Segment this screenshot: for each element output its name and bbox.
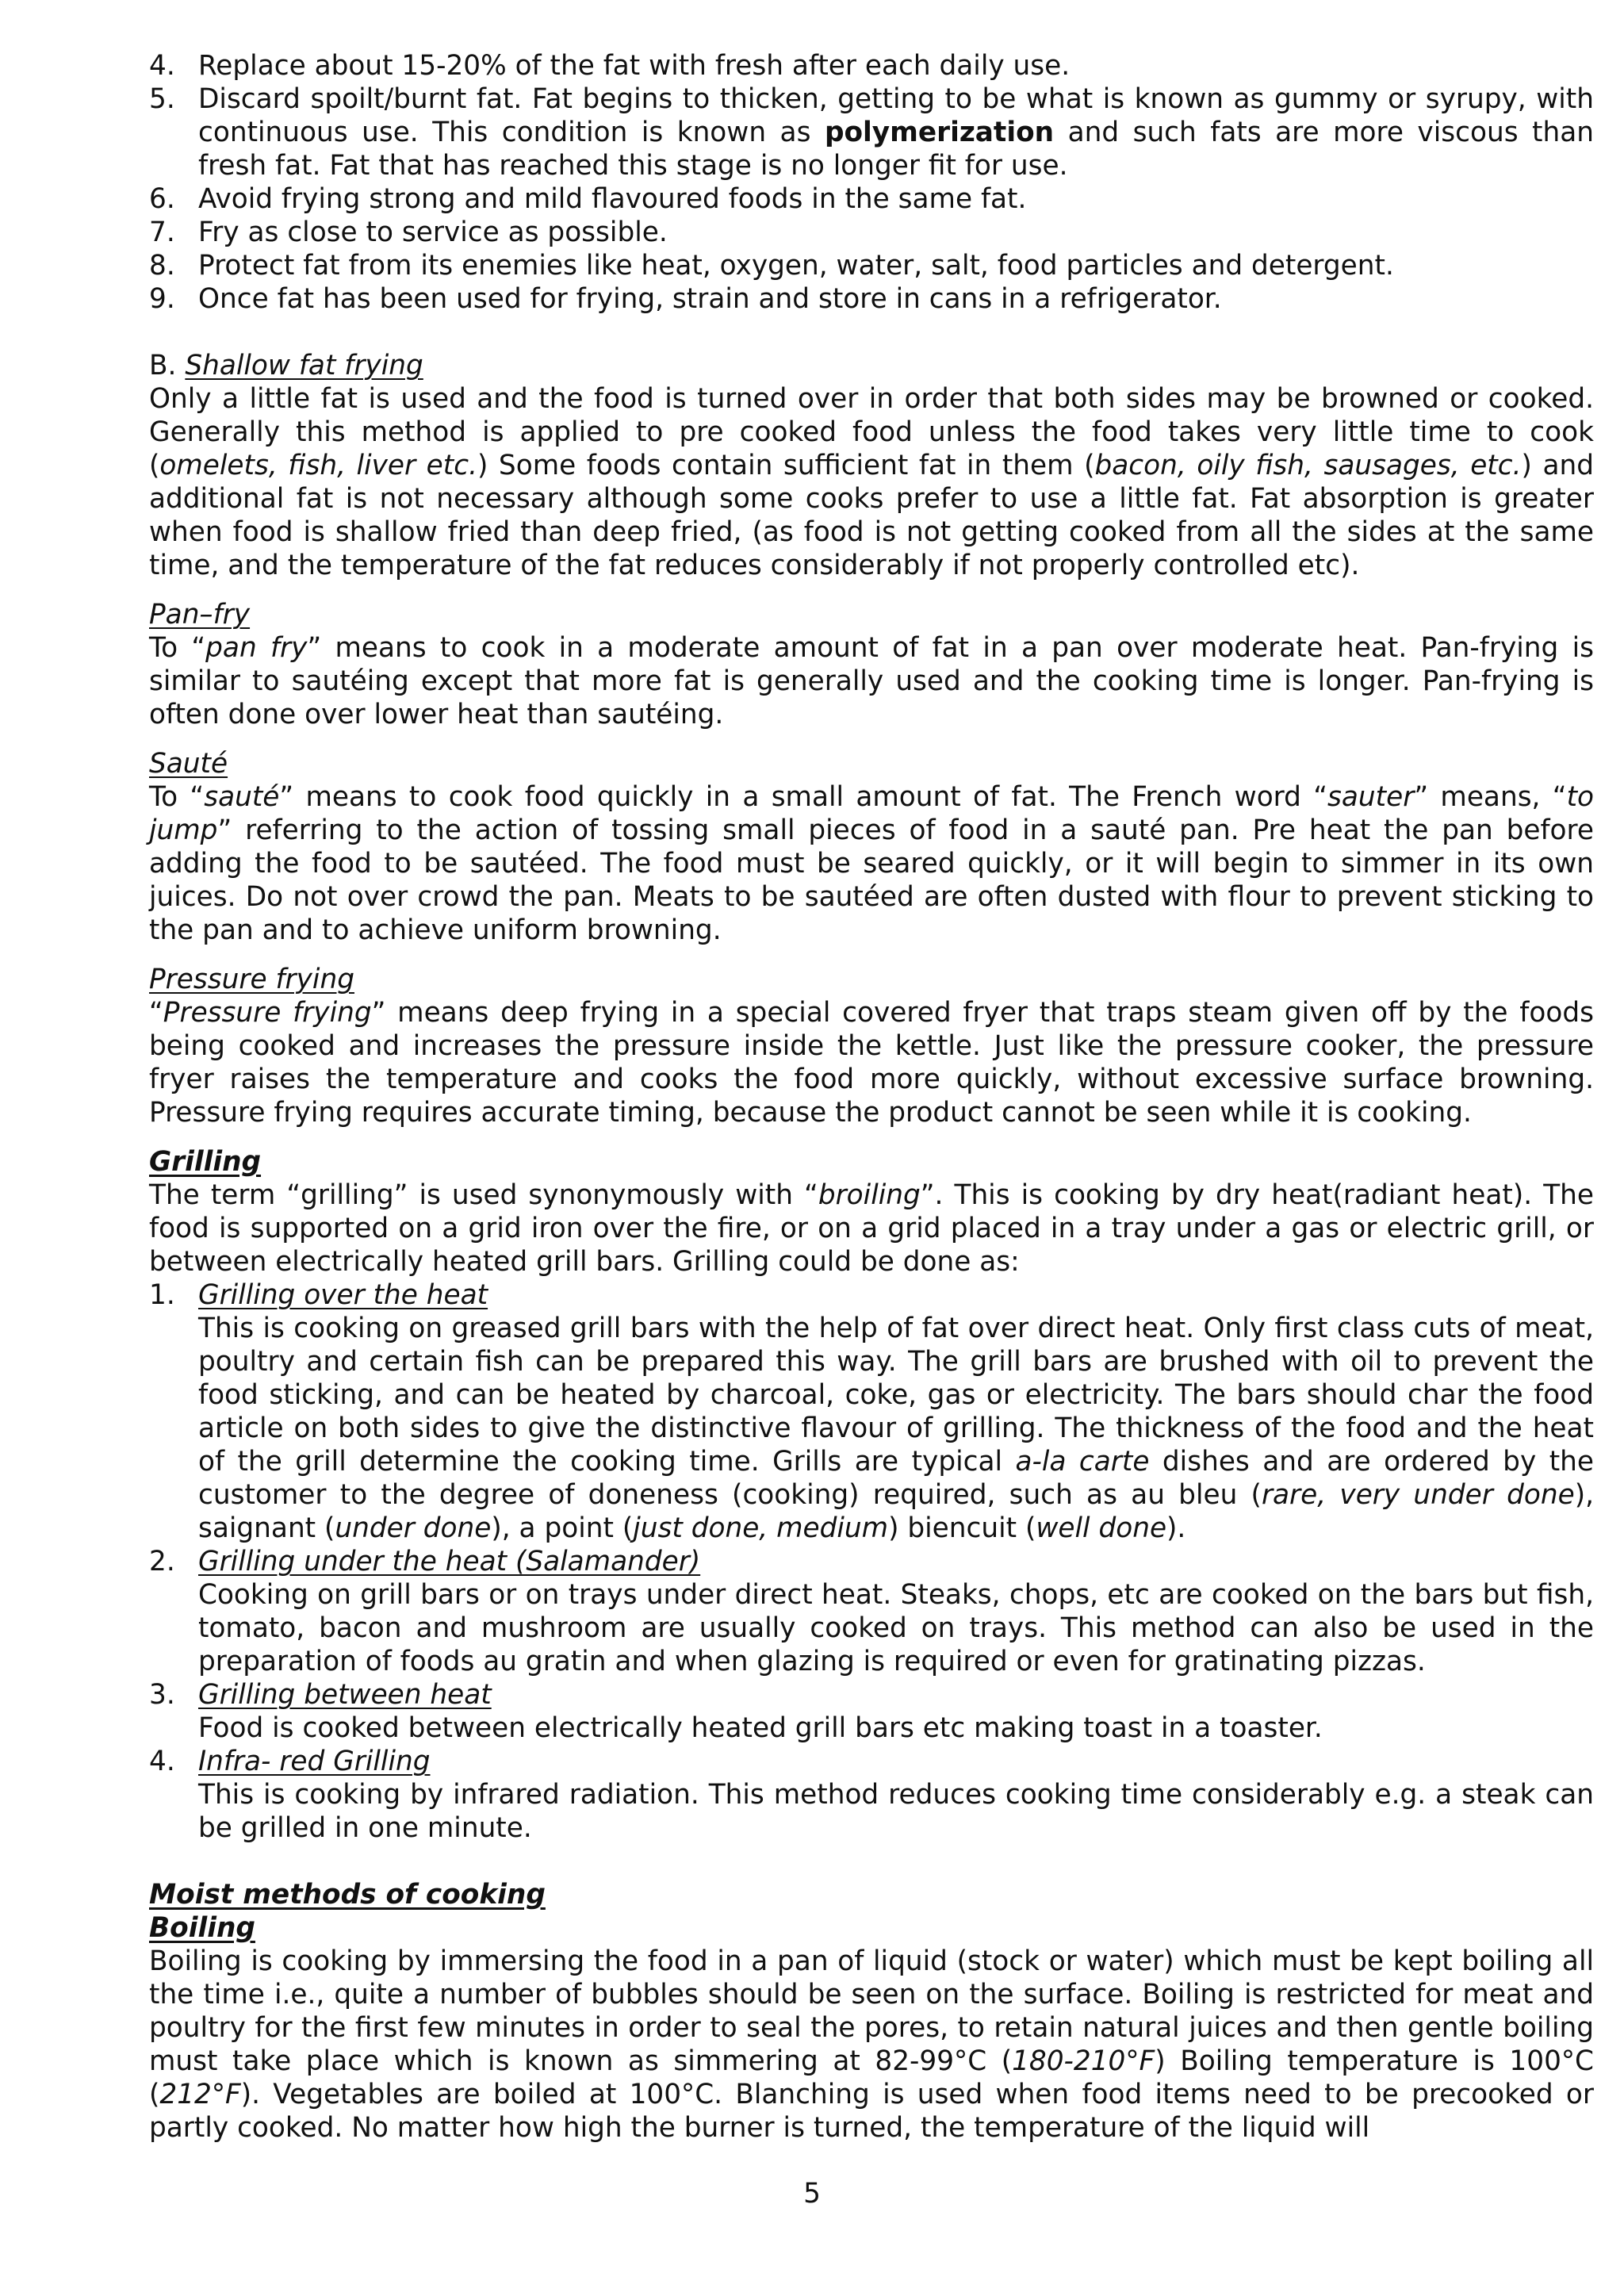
shallow-fat-frying-heading: B. Shallow fat frying <box>149 350 423 381</box>
grilling-paragraph: The term “grilling” is used synonymously with “broiling”. This is cooking by dry heat(radiant heat). The food is supported on a grid iron over the fire, or on a grid placed in a tray under a gas or electric grill, or between electrically heated grill bars. Grilling could be done as: <box>149 1179 1594 1278</box>
grilling-heading: Grilling <box>149 1146 262 1178</box>
list-item: 8. Protect fat from its enemies like heat, oxygen, water, salt, food particles and detergent. <box>149 250 1394 282</box>
list-item: 6. Avoid frying strong and mild flavoured foods in the same fat. <box>149 183 1027 215</box>
grilling-methods-list <box>149 1278 1594 1845</box>
document-page <box>149 49 1594 2145</box>
saute-paragraph: To “sauté” means to cook food quickly in a small amount of fat. The French word “sauter” means, “to jump” referring to the action of tossing small pieces of food in a sauté pan. Pre heat the pan before adding the food to be sautéed. The food must be seared quickly, or it will begin to simmer in its own juices. Do not over crowd the pan. Meats to be sautéed are often dusted with flour to prevent sticking to the pan and to achieve uniform browning. <box>149 781 1594 946</box>
shallow-fat-frying-paragraph: Only a little fat is used and the food is turned over in order that both sides may be browned or cooked. Generally this method is applied to pre cooked food unless the food takes very little time to cook (omelets, fish, liver etc.) Some foods contain sufficient fat in them (bacon, oily fish, sausages, etc.) and additional fat is not necessary although some cooks prefer to use a little fat. Fat absorption is greater when food is shallow fried than deep fried, (as food is not getting cooked from all the sides at the same time, and the temperature of the fat reduces considerably if not properly controlled etc). <box>149 383 1594 581</box>
list-item: 5. Discard spoilt/burnt fat. Fat begins to thicken, getting to be what is known as gummy or syrupy, with continuous use. This condition is known as polymerization and such fats are more viscous than fresh fat. Fat that has reached this stage is no longer fit for use. <box>149 83 1594 182</box>
list-item: 4. Replace about 15-20% of the fat with fresh after each daily use. <box>149 50 1071 82</box>
grilling-over-heat-title: Grilling over the heat <box>198 1279 488 1311</box>
boiling-heading: Boiling <box>149 1912 255 1944</box>
infra-red-grilling-text: This is cooking by infrared radiation. This method reduces cooking time considerably e.g. a steak can be grilled in one minute. <box>198 1779 1594 1844</box>
list-item: 1. Grilling over the heat This is cooking on greased grill bars with the help of fat over direct heat. Only first class cuts of meat, poultry and certain fish can be prepared this way. The grill bars are brushed with oil to prevent the food sticking, and can be heated by charcoal, coke, gas or electricity. The bars should char the food article on both sides to give the distinctive flavour of grilling. The thickness of the food and the heat of the grill determine the cooking time. Grills are typical a-la carte dishes and are ordered by the customer to the degree of doneness (cooking) required, such as au bleu (rare, very under done), saignant (under done), a point (just done, medium) biencuit (well done). <box>149 1279 1594 1544</box>
list-item: 7. Fry as close to service as possible. <box>149 217 668 248</box>
grilling-between-heat-text: Food is cooked between electrically heated grill bars etc making toast in a toaster. <box>198 1712 1323 1744</box>
saute-heading: Sauté <box>149 748 228 780</box>
pan-fry-heading: Pan–fry <box>149 599 251 631</box>
polymerization-term: polymerization <box>824 117 1055 148</box>
page-number: 5 <box>803 2178 821 2210</box>
list-item: 2. Grilling under the heat (Salamander) Cooking on grill bars or on trays under direct heat. Steaks, chops, etc are cooked on the bars but fish, tomato, bacon and mushroom are usually cooked on trays. This method can also be used in the preparation of foods au gratin and when glazing is required or even for gratinating pizzas. <box>149 1546 1594 1677</box>
grilling-under-heat-text: Cooking on grill bars or on trays under direct heat. Steaks, chops, etc are cooked on the bars but fish, tomato, bacon and mushroom are usually cooked on trays. This method can also be used in the preparation of foods au gratin and when glazing is required or even for gratinating pizzas. <box>198 1579 1594 1677</box>
list-item: 4. Infra- red Grilling This is cooking by infrared radiation. This method reduces cooking time considerably e.g. a steak can be grilled in one minute. <box>149 1746 1594 1844</box>
list-item: 3. Grilling between heat Food is cooked between electrically heated grill bars etc making toast in a toaster. <box>149 1678 1594 1745</box>
pressure-frying-heading: Pressure frying <box>149 964 354 995</box>
grilling-between-heat-title: Grilling between heat <box>198 1679 492 1711</box>
pressure-frying-paragraph: “Pressure frying” means deep frying in a special covered fryer that traps steam given off by the foods being cooked and increases the pressure inside the kettle. Just like the pressure cooker, the pressure fryer raises the temperature and cooks the food more quickly, without excessive surface browning. Pressure frying requires accurate timing, because the product cannot be seen while it is cooking. <box>149 997 1594 1129</box>
moist-methods-heading: Moist methods of cooking <box>149 1879 546 1911</box>
boiling-paragraph: Boiling is cooking by immersing the food in a pan of liquid (stock or water) which must be kept boiling all the time i.e., quite a number of bubbles should be seen on the surface. Boiling is restricted for meat and poultry for the first few minutes in order to seal the pores, to retain natural juices and then gentle boiling must take place which is known as simmering at 82-99°C (180-210°F) Boiling temperature is 100°C (212°F). Vegetables are boiled at 100°C. Blanching is used when food items need to be precooked or partly cooked. No matter how high the burner is turned, the temperature of the liquid will <box>149 1945 1594 2144</box>
fat-care-list <box>149 49 1594 316</box>
pan-fry-paragraph: To “pan fry” means to cook in a moderate amount of fat in a pan over moderate heat. Pan-frying is similar to sautéing except that more fat is generally used and the cooking time is longer. Pan-frying is often done over lower heat than sautéing. <box>149 632 1594 730</box>
infra-red-grilling-title: Infra- red Grilling <box>198 1746 431 1777</box>
grilling-under-heat-title: Grilling under the heat (Salamander) <box>198 1546 701 1577</box>
list-item: 9. Once fat has been used for frying, strain and store in cans in a refrigerator. <box>149 283 1222 315</box>
grilling-over-heat-text: This is cooking on greased grill bars with the help of fat over direct heat. Only first class cuts of meat, poultry and certain fish can be prepared this way. The grill bars are brushed with oil to prevent the food sticking, and can be heated by charcoal, coke, gas or electricity. The bars should char the food article on both sides to give the distinctive flavour of grilling. The thickness of the food and the heat of the grill determine the cooking time. Grills are typical a-la carte dishes and are ordered by the customer to the degree of doneness (cooking) required, such as au bleu (rare, very under done), saignant (under done), a point (just done, medium) biencuit (well done). <box>198 1313 1594 1544</box>
